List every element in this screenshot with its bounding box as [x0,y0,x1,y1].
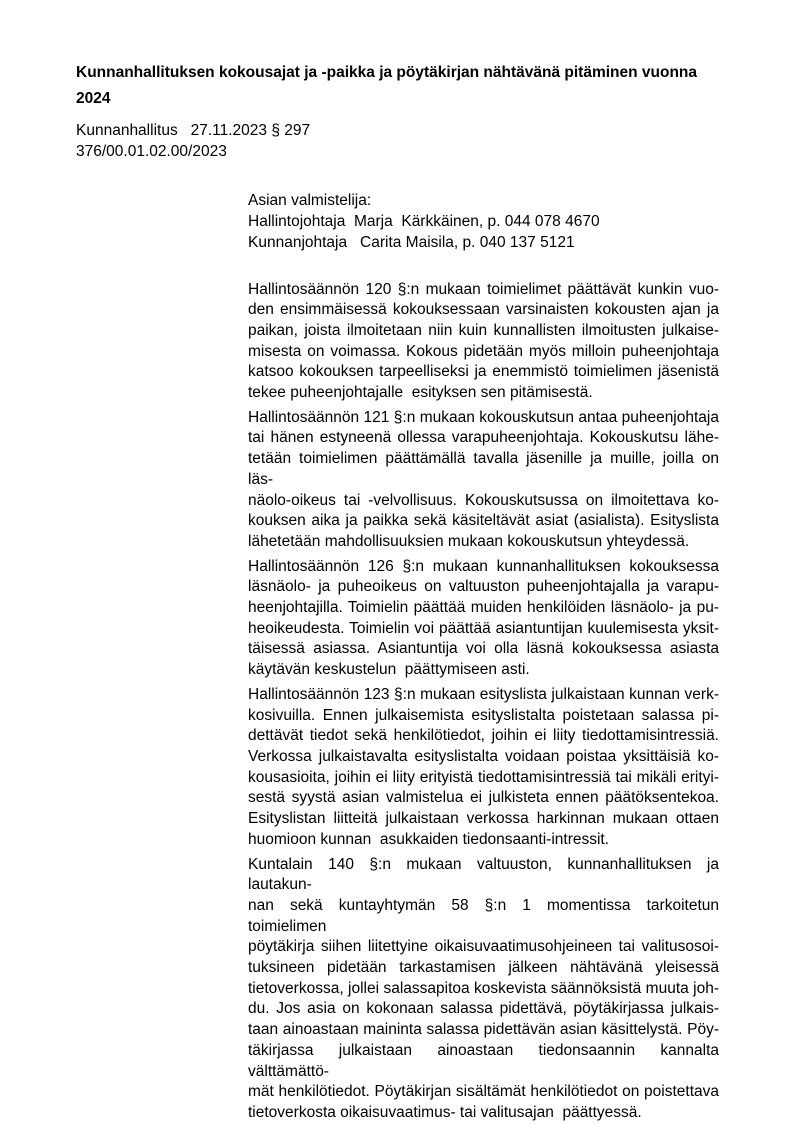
text-line: tietoverkossa, jollei salassapitoa koskevista säännöksistä muuta joh- [248,979,719,997]
body-paragraph [248,280,719,404]
text-line: lähetetään mahdollisuuksien mukaan kokouskutsun yhteydessä. [248,532,690,550]
text-line: Kunnanhallitus 27.11.2023 § 297 [76,122,311,139]
text-line: 2024 [76,90,111,107]
text-line: tuksineen pidetään tarkastamisen jälkeen nähtävänä yleisessä [248,959,719,977]
text-line: käytävän keskustelun päättymiseen asti. [248,661,530,679]
text-line: Hallintojohtaja Marja Kärkkäinen, p. 044 078 4670 [248,213,600,231]
body-paragraph [248,408,719,553]
text-line: 376/00.01.02.00/2023 [76,142,227,160]
text-line: tekee puheenjohtajalle esityksen sen pitämisestä. [248,384,593,402]
body-paragraphs [248,280,719,1124]
text-line: sestä syystä asian valmistelua ei julkisteta ennen päätöksentekoa. [248,789,719,807]
text-line: Hallintosäännön 123 §:n mukaan esityslista julkaistaan kunnan verk- [248,685,719,703]
text-line: mät henkilötiedot. Pöytäkirjan sisältämät henkilötiedot on poistettava [248,1083,719,1101]
body-paragraph [248,685,719,851]
text-line: kousasioita, joihin ei liity erityistä tiedottamisintressiä tai mikäli erityi- [248,768,719,786]
text-line: näolo-oikeus tai -velvollisuus. Kokouskutsussa on ilmoitettava ko- [248,491,719,509]
text-line: tietoverkosta oikaisuvaatimus- tai valitusajan päättyessä. [248,1103,642,1121]
text-line: taan ainoastaan maininta salassa pidettävän asian käsittelystä. Pöy- [248,1021,719,1039]
text-line: Hallintosäännön 126 §:n mukaan kunnanhallituksen kokouksessa [248,557,719,575]
text-line: paikan, joista ilmoitetaan niin kuin kunnallisten ilmoitusten julkaise- [248,321,719,339]
body-paragraph [248,557,719,681]
text-line: Kunnanjohtaja Carita Maisila, p. 040 137 5121 [248,233,575,251]
preparer-block [248,191,719,253]
text-line: täisessä asiassa. Asiantuntija voi olla läsnä kokouksessa asiasta [248,640,719,658]
text-line: huomioon kunnan asukkaiden tiedonsaanti-intressit. [248,830,610,848]
meta-block [76,121,747,162]
text-line: pöytäkirja siihen liitettyine oikaisuvaatimusohjeineen tai valitusosoi- [248,938,719,956]
text-line: den ensimmäisessä kokouksessaan varsinaisten kokousten ajan ja [248,301,719,319]
body-paragraph [248,855,719,1124]
text-line: kouksen aika ja paikka sekä käsiteltävät asiat (asialista). Esityslista [248,512,719,530]
text-line: Kuntalain 140 §:n mukaan valtuuston, kunnanhallituksen ja lautakun- [248,855,719,894]
text-line: nan sekä kuntayhtymän 58 §:n 1 momentissa tarkoitetun toimielimen [248,896,719,935]
text-line: Hallintosäännön 121 §:n mukaan kokouskutsun antaa puheenjohtaja [248,408,719,426]
text-line: kosivuilla. Ennen julkaisemista esityslistalta poistetaan salassa pi- [248,706,719,724]
document-body [248,191,719,1123]
text-line: heenjohtajilla. Toimielin päättää muiden henkilöiden läsnäolo- ja pu- [248,599,719,617]
text-line: katsoo kokouksen tarpeelliseksi ja enemmistö toimielimen jäsenistä [248,363,719,381]
text-line: Hallintosäännön 120 §:n mukaan toimielimet päättävät kunkin vuo- [248,280,719,298]
text-line: heoikeudesta. Toimielin voi päättää asiantuntijan kuulemisesta yksit- [248,619,719,637]
document-title [76,60,736,112]
text-line: Asian valmistelija: [248,192,372,210]
text-line: misesta on voimassa. Kokous pidetään myös milloin puheenjohtaja [248,342,719,360]
text-line: Kunnanhallituksen kokousajat ja -paikka ja pöytäkirjan nähtävänä pitäminen vuonna [76,64,698,81]
text-line: Esityslistan liitteitä julkaistaan verkossa harkinnan mukaan ottaen [248,810,719,828]
text-line: tai hänen estyneenä ollessa varapuheenjohtaja. Kokouskutsu lähe- [248,429,719,447]
text-line: tetään toimielimen päättämällä tavalla jäsenille ja muille, joilla on läs- [248,450,719,488]
text-line: dettävät tiedot sekä henkilötiedot, joihin ei liity tiedottamisintressiä. [248,727,719,745]
text-line: du. Jos asia on kokonaan salassa pidettävä, pöytäkirjassa julkais- [248,1000,719,1018]
text-line: läsnäolo- ja puheoikeus on valtuuston puheenjohtajalla ja varapu- [248,578,719,596]
text-line: Verkossa julkaistavalta esityslistalta voidaan poistaa yksittäisiä ko- [248,747,719,765]
text-line: täkirjassa julkaistaan ainoastaan tiedonsaannin kannalta välttämättö- [248,1041,719,1080]
